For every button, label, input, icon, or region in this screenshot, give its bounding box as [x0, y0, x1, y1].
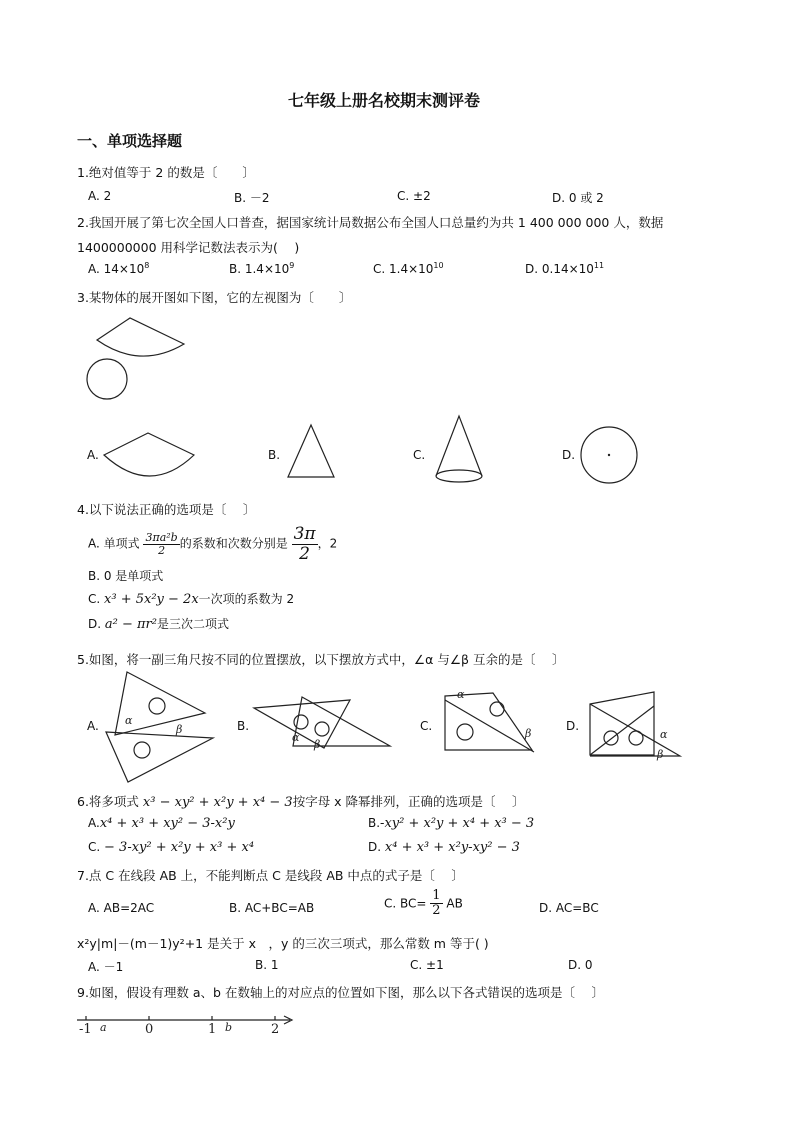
q7-half-fraction: $\frac{1}{2}$: [432, 888, 441, 919]
q5-option-c: C.: [420, 719, 433, 733]
question-1-stem: 1.绝对值等于 2 的数是〔 〕: [77, 165, 255, 180]
svg-text:0: 0: [145, 1022, 154, 1037]
svg-text:α: α: [660, 728, 668, 741]
svg-text:α: α: [125, 714, 133, 727]
question-7-stem: 7.点 C 在线段 AB 上，不能判断点 C 是线段 AB 中点的式子是〔 〕: [77, 868, 464, 883]
q6-option-a: A.x⁴ + x³ + xy² − 3-x²y: [88, 816, 235, 831]
svg-text:a: a: [100, 1021, 107, 1034]
section-heading: 一、单项选择题: [77, 132, 183, 150]
q2-option-a: A. $14\times 10^8$: [88, 261, 150, 276]
q6-option-d: D. x⁴ + x³ + x²y-xy² − 3: [368, 840, 520, 855]
q3-option-c: C.: [413, 448, 426, 462]
q7-option-a: A. AB=2AC: [88, 901, 155, 915]
q5-option-b: B.: [237, 719, 250, 733]
question-6-stem: 6.将多项式 x³ − xy² + x²y + x⁴ − 3按字母 x 降幂排列，正确的选项是〔 〕: [77, 794, 525, 810]
q5-option-d: D.: [566, 719, 580, 733]
q4-coefficient-fraction: $\frac{3\pi}{2}$: [293, 524, 316, 564]
svg-text:b: b: [225, 1021, 233, 1034]
svg-text:β: β: [525, 727, 532, 740]
q8-option-d: D. 0: [568, 958, 593, 972]
question-9-stem: 9.如图，假设有理数 a、b 在数轴上的对应点的位置如下图，那么以下各式错误的选项是〔 〕: [77, 985, 604, 1000]
svg-text:α: α: [457, 688, 465, 701]
svg-text:1: 1: [208, 1022, 217, 1037]
question-3-stem: 3.某物体的展开图如下图，它的左视图为〔 〕: [77, 290, 352, 305]
q8-option-a: A. －1: [88, 960, 124, 974]
q8-option-b: B. 1: [255, 958, 279, 972]
question-4-stem: 4.以下说法正确的选项是〔 〕: [77, 502, 256, 517]
q7-option-c: C. BC= $\frac{1}{2}$ AB: [384, 888, 463, 919]
q7-option-d: D. AC=BC: [539, 901, 599, 915]
q7-option-b: B. AC+BC=AB: [229, 901, 315, 915]
q2-option-c: C. $1.4\times 10^{10}$: [373, 261, 444, 276]
question-5-stem: 5.如图，将一副三角尺按不同的位置摆放，以下摆放方式中，∠α 与∠β 互余的是〔 〕: [77, 652, 565, 667]
q6-option-c: C. − 3-xy² + x²y + x³ + x⁴: [88, 840, 255, 855]
svg-text:-1: -1: [79, 1022, 92, 1037]
svg-text:2: 2: [271, 1022, 280, 1037]
q2-option-b: B. $1.4\times 10^9$: [229, 261, 295, 276]
q3-option-a: A.: [87, 448, 99, 462]
q4-option-c: C. x³ + 5x²y − 2x一次项的系数为 2: [88, 592, 295, 607]
page-title: 七年级上册名校期末测评卷: [288, 91, 481, 110]
q1-option-a: A. 2: [88, 189, 112, 203]
question-8-stem: x²y|m|－(m－1)y²+1 是关于 x ，y 的三次三项式，那么常数 m 等于( ): [77, 936, 489, 951]
q3-option-b: B.: [268, 448, 281, 462]
q8-option-c: C. ±1: [410, 958, 444, 972]
q2-option-d: D. $0.14\times 10^{11}$: [525, 261, 605, 276]
q4-monomial-fraction: $\frac{\text{3πa²b}}{2}$: [145, 530, 178, 557]
q1-option-c: C. ±2: [397, 189, 431, 203]
q3-option-d: D.: [562, 448, 576, 462]
q1-option-d: D. 0 或 2: [552, 191, 604, 205]
q4-option-b: B. 0 是单项式: [88, 569, 164, 583]
question-2-stem-line2: 1400000000 用科学记数法表示为( ): [77, 240, 300, 255]
q5-option-a: A.: [87, 719, 99, 733]
svg-text:β: β: [657, 748, 664, 761]
q4-option-a: A. 单项式 $\frac{\text{3πa²b}}{2}$ 的系数和次数分别是 $\frac{3\pi}{2}$ ，2: [88, 524, 338, 564]
q6-option-b: B.-xy² + x²y + x⁴ + x³ − 3: [368, 816, 535, 831]
svg-text:α: α: [292, 731, 300, 744]
question-2-stem-line1: 2.我国开展了第七次全国人口普查，据国家统计局数据公布全国人口总量约为共 1 400 000 000 人，数据: [77, 215, 664, 230]
q4-option-d: D. a² − πr²是三次二项式: [88, 617, 229, 632]
q1-option-b: B. －2: [234, 191, 270, 205]
svg-text:β: β: [176, 723, 183, 736]
svg-text:β: β: [314, 738, 321, 751]
